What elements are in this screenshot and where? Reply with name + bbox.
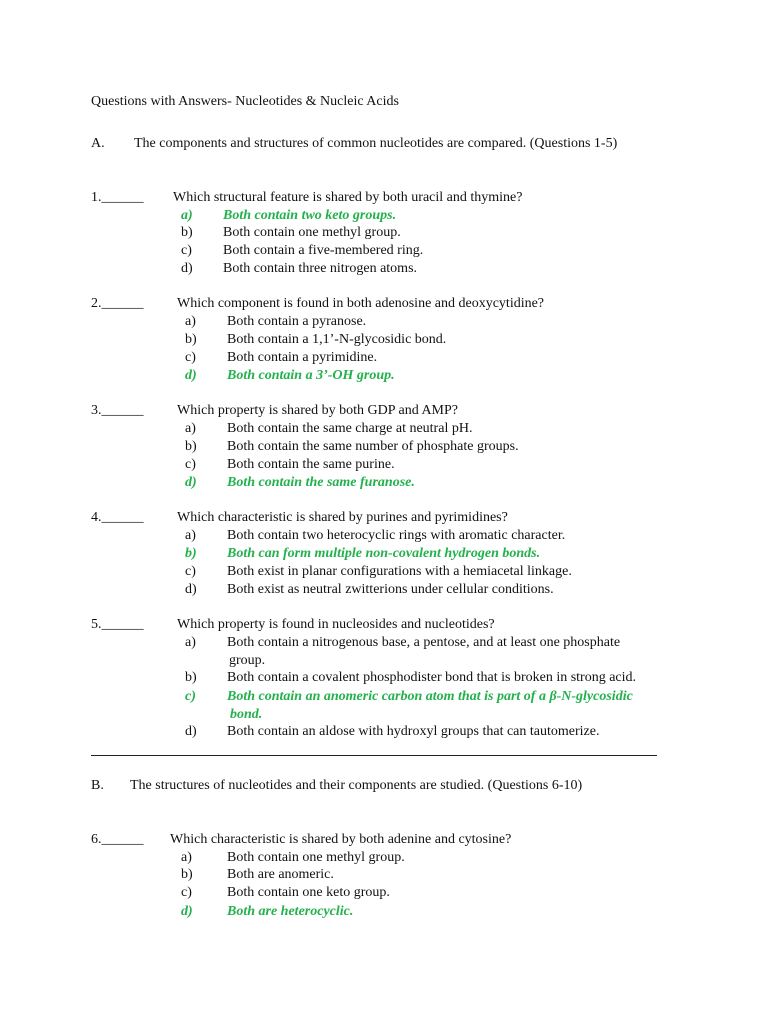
q2-option-a-letter: a) — [185, 314, 196, 329]
q5-option-c-continuation: bond. — [230, 707, 263, 722]
q4-option-b-text: Both can form multiple non-covalent hydrogen bonds. — [227, 546, 541, 561]
q1-option-d-text: Both contain three nitrogen atoms. — [223, 261, 418, 276]
q5-option-a-letter: a) — [185, 635, 196, 650]
q3-option-a-text: Both contain the same charge at neutral pH. — [227, 421, 473, 436]
q4-option-b-letter: b) — [185, 546, 197, 561]
question-6-prompt: Which characteristic is shared by both adenine and cytosine? — [170, 832, 512, 847]
q6-option-c-letter: c) — [181, 885, 192, 900]
q6-option-b-letter: b) — [181, 867, 193, 882]
q4-option-a-text: Both contain two heterocyclic rings with aromatic character. — [227, 528, 566, 543]
question-3-prompt: Which property is shared by both GDP and AMP? — [177, 403, 458, 418]
q6-option-a-letter: a) — [181, 850, 192, 865]
question-4-number: 4.______ — [91, 510, 144, 525]
q1-option-c-text: Both contain a five-membered ring. — [223, 243, 424, 258]
q5-option-d-text: Both contain an aldose with hydroxyl groups that can tautomerize. — [227, 724, 600, 739]
section-b-letter: B. — [91, 778, 104, 793]
q1-option-b-letter: b) — [181, 225, 193, 240]
q3-option-d-text: Both contain the same furanose. — [227, 475, 415, 490]
q5-option-a-text: Both contain a nitrogenous base, a pentose, and at least one phosphate — [227, 635, 621, 650]
question-2-number: 2.______ — [91, 296, 144, 311]
q3-option-c-letter: c) — [185, 457, 196, 472]
q4-option-d-letter: d) — [185, 582, 197, 597]
q2-option-d-letter: d) — [185, 368, 197, 383]
question-1-number: 1.______ — [91, 190, 144, 205]
q1-option-d-letter: d) — [181, 261, 193, 276]
q2-option-d-text: Both contain a 3’-OH group. — [227, 368, 395, 383]
q2-option-b-letter: b) — [185, 332, 197, 347]
question-6-number: 6.______ — [91, 832, 144, 847]
q2-option-b-text: Both contain a 1,1’-N-glycosidic bond. — [227, 332, 447, 347]
q4-option-a-letter: a) — [185, 528, 196, 543]
q3-option-b-text: Both contain the same number of phosphate groups. — [227, 439, 519, 454]
q6-option-a-text: Both contain one methyl group. — [227, 850, 405, 865]
q2-option-c-text: Both contain a pyrimidine. — [227, 350, 378, 365]
q2-option-c-letter: c) — [185, 350, 196, 365]
q5-option-a-continuation: group. — [229, 653, 266, 668]
q4-option-c-text: Both exist in planar configurations with a hemiacetal linkage. — [227, 564, 572, 579]
section-a-letter: A. — [91, 136, 105, 151]
question-3-number: 3.______ — [91, 403, 144, 418]
q3-option-a-letter: a) — [185, 421, 196, 436]
q1-option-a-text: Both contain two keto groups. — [223, 208, 397, 223]
question-5-prompt: Which property is found in nucleosides and nucleotides? — [177, 617, 495, 632]
question-2-prompt: Which component is found in both adenosine and deoxycytidine? — [177, 296, 545, 311]
question-5-number: 5.______ — [91, 617, 144, 632]
q5-option-b-text: Both contain a covalent phosphodister bond that is broken in strong acid. — [227, 670, 637, 685]
q4-option-c-letter: c) — [185, 564, 196, 579]
question-4-prompt: Which characteristic is shared by purines and pyrimidines? — [177, 510, 508, 525]
q5-option-d-letter: d) — [185, 724, 197, 739]
q3-option-c-text: Both contain the same purine. — [227, 457, 395, 472]
q4-option-d-text: Both exist as neutral zwitterions under cellular conditions. — [227, 582, 554, 597]
q6-option-b-text: Both are anomeric. — [227, 867, 334, 882]
section-b-heading: The structures of nucleotides and their components are studied. (Questions 6-10) — [130, 778, 583, 793]
q6-option-c-text: Both contain one keto group. — [227, 885, 390, 900]
q1-option-a-letter: a) — [181, 208, 193, 223]
q6-option-d-text: Both are heterocyclic. — [227, 904, 354, 919]
q3-option-b-letter: b) — [185, 439, 197, 454]
q6-option-d-letter: d) — [181, 904, 193, 919]
q5-option-c-letter: c) — [185, 689, 196, 704]
q2-option-a-text: Both contain a pyranose. — [227, 314, 367, 329]
q1-option-b-text: Both contain one methyl group. — [223, 225, 401, 240]
q3-option-d-letter: d) — [185, 475, 197, 490]
section-a-heading: The components and structures of common nucleotides are compared. (Questions 1-5) — [134, 136, 618, 151]
q1-option-c-letter: c) — [181, 243, 192, 258]
question-1-prompt: Which structural feature is shared by both uracil and thymine? — [173, 190, 523, 205]
section-divider — [91, 755, 657, 756]
q5-option-b-letter: b) — [185, 670, 197, 685]
q5-option-c-text: Both contain an anomeric carbon atom that is part of a β-N-glycosidic — [227, 689, 633, 704]
document-title: Questions with Answers- Nucleotides & Nucleic Acids — [91, 94, 399, 109]
